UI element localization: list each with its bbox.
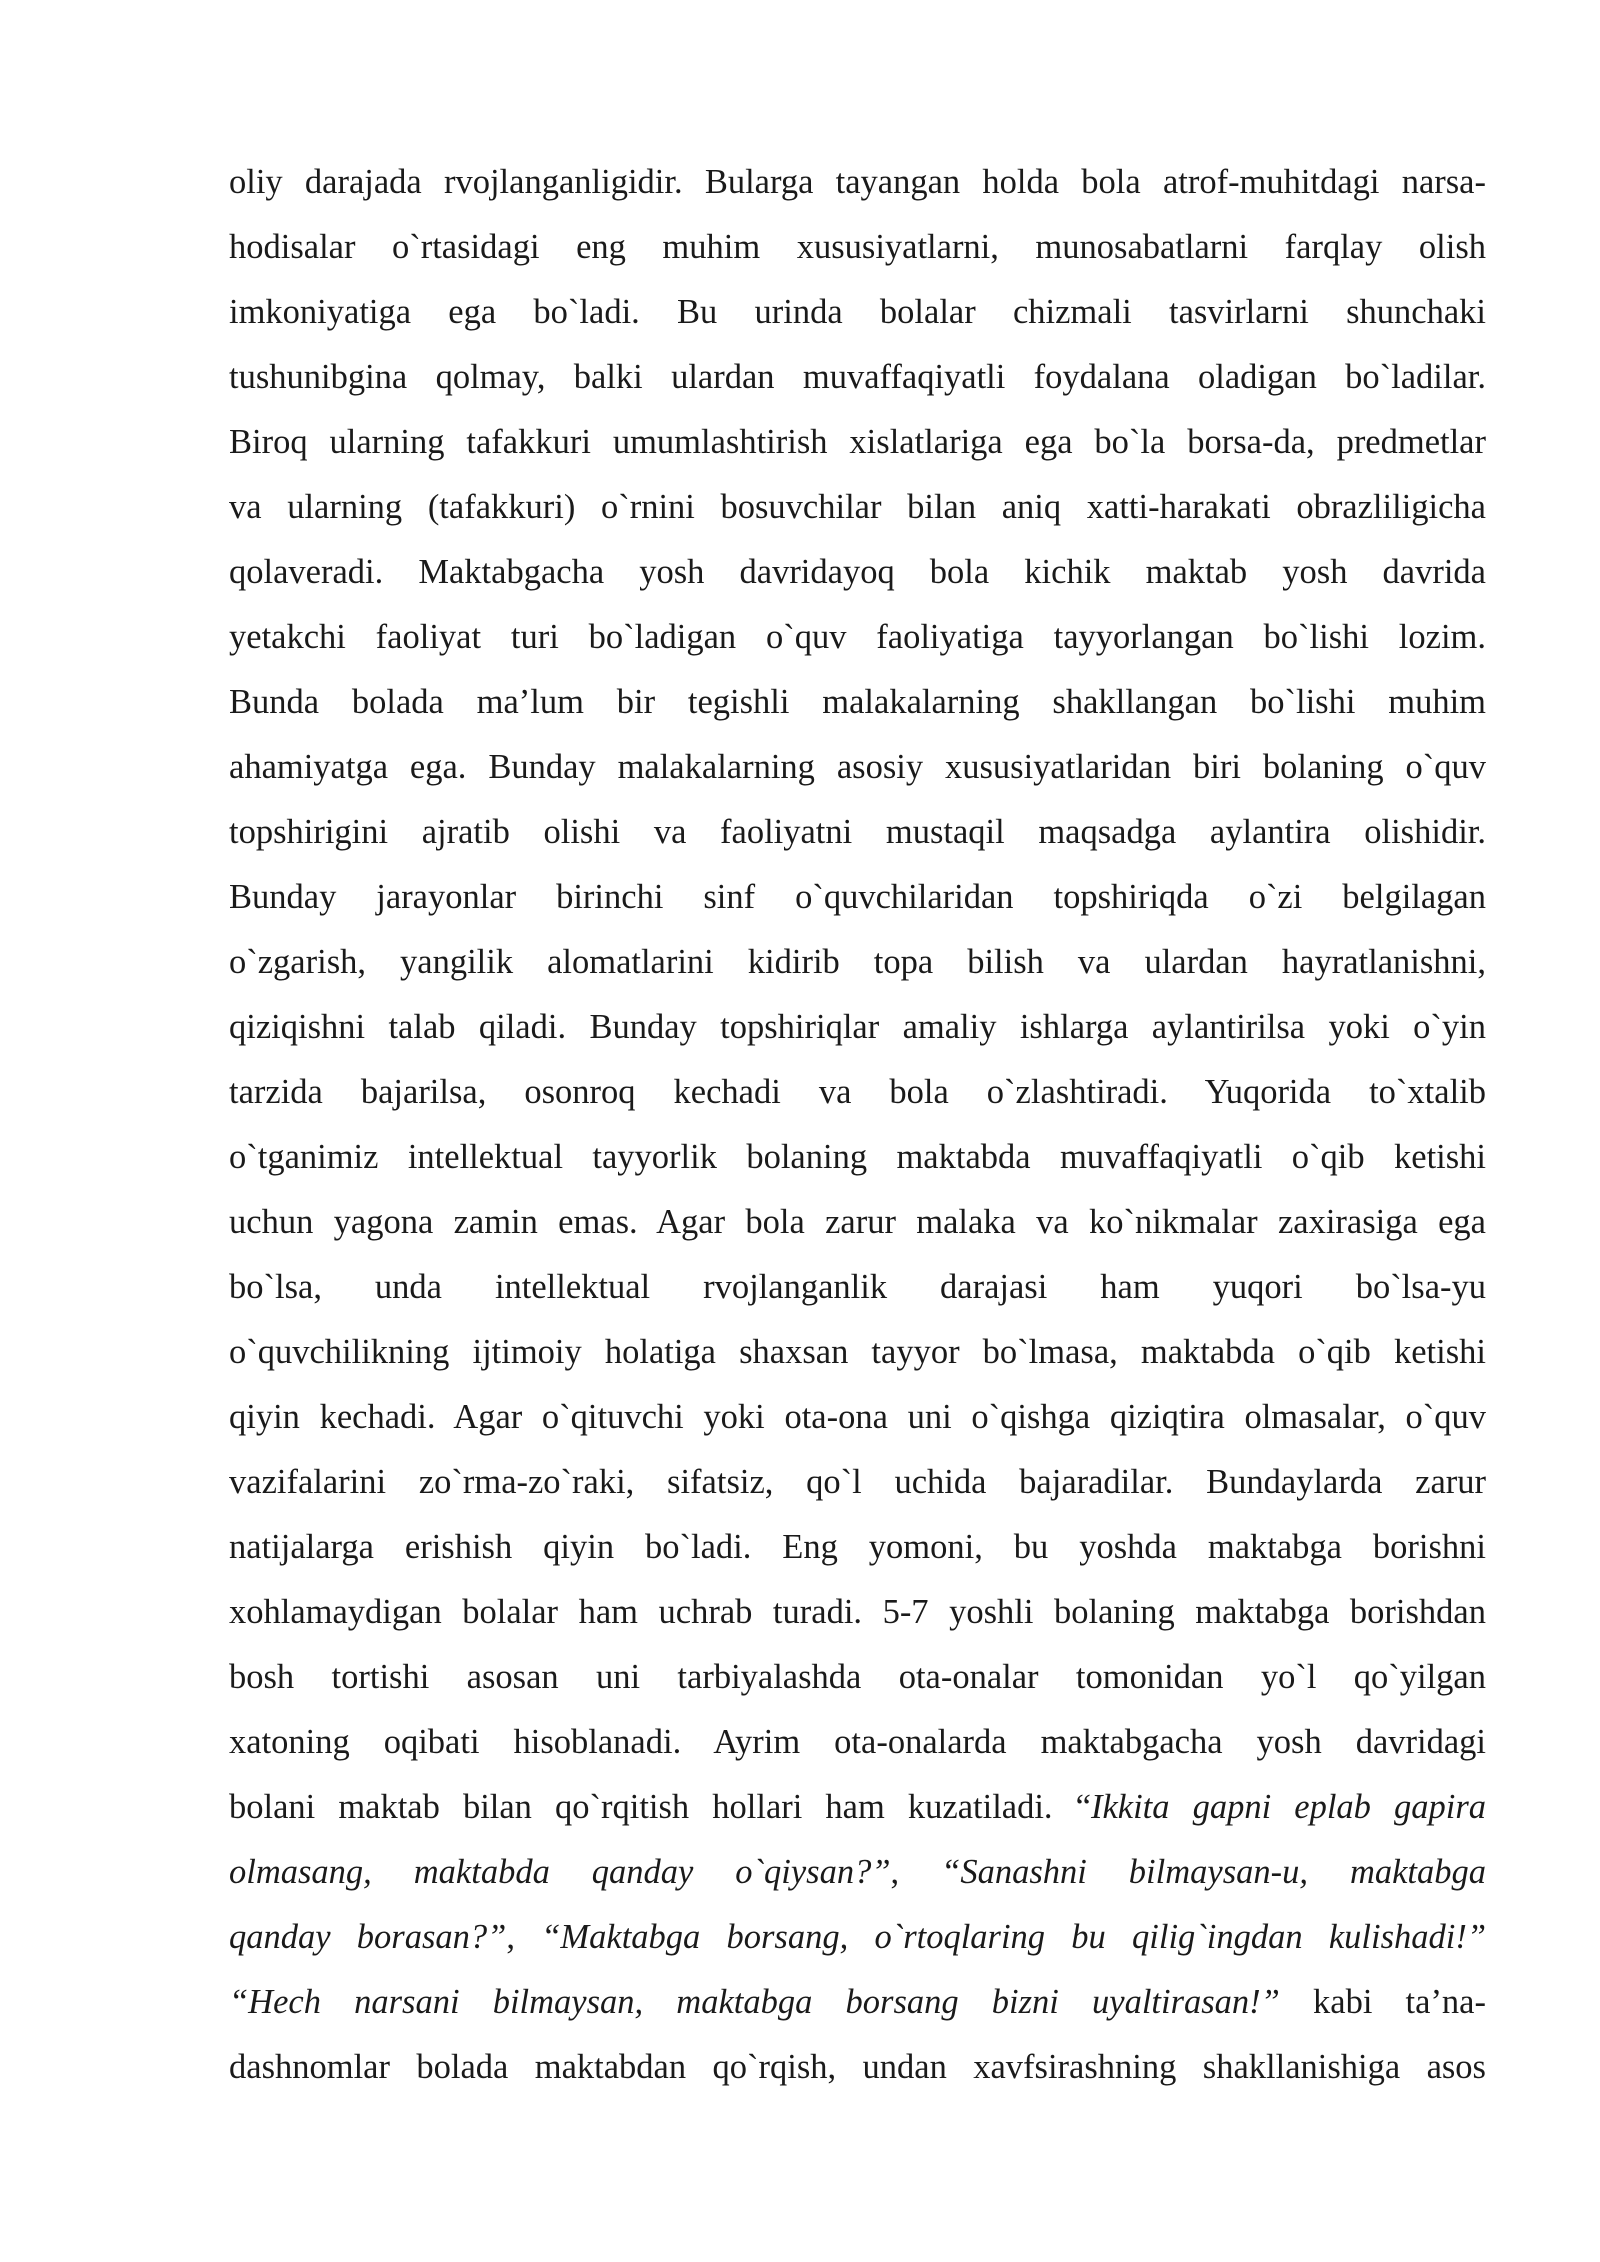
- text-segment: yetakchi faoliyat turi bo`ladigan o`quv faoliyatiga tayyorlangan bo`lishi lozim.: [229, 618, 1486, 656]
- text-line: [229, 1125, 1486, 1190]
- text-segment: o`zgarish, yangilik alomatlarini kidirib topa bilish va ulardan hayratlanishni,: [229, 943, 1486, 981]
- body-text: [229, 150, 1486, 2100]
- text-segment: tarzida bajarilsa, osonroq kechadi va bola o`zlashtiradi. Yuqorida to`xtalib: [229, 1073, 1486, 1111]
- text-line: [229, 1255, 1486, 1320]
- text-segment: dashnomlar bolada maktabdan qo`rqish, undan xavfsirashning shakllanishiga asos: [229, 2048, 1486, 2086]
- text-segment: Bunda bolada ma’lum bir tegishli malakalarning shakllangan bo`lishi muhim: [229, 683, 1486, 721]
- text-line: [229, 280, 1486, 345]
- text-segment: Biroq ularning tafakkuri umumlashtirish xislatlariga ega bo`la borsa-da, predmetlar: [229, 423, 1486, 461]
- text-line: [229, 735, 1486, 800]
- text-segment: oliy darajada rvojlanganligidir. Bularga tayangan holda bola atrof-muhitdagi narsa-: [229, 163, 1486, 201]
- italic-text-segment: Ikkita gapni eplab gapira: [1090, 1788, 1487, 1826]
- text-line: [229, 1905, 1486, 1970]
- text-segment: ,: [890, 1853, 942, 1891]
- text-line: [229, 865, 1486, 930]
- text-segment: bo`lsa, unda intellektual rvojlanganlik darajasi ham yuqori bo`lsa-yu: [229, 1268, 1486, 1306]
- text-line: [229, 410, 1486, 475]
- text-line: [229, 930, 1486, 995]
- text-segment: qolaveradi. Maktabgacha yosh davridayoq bola kichik maktab yosh davrida: [229, 553, 1486, 591]
- text-line: [229, 800, 1486, 865]
- text-segment: tushunibgina qolmay, balki ulardan muvaffaqiyatli foydalana oladigan bo`ladilar.: [229, 358, 1486, 396]
- text-segment: o`tganimiz intellektual tayyorlik bolaning maktabda muvaffaqiyatli o`qib ketishi: [229, 1138, 1486, 1176]
- text-segment: bosh tortishi asosan uni tarbiyalashda ota-onalar tomonidan yo`l qo`yilgan: [229, 1658, 1486, 1696]
- text-line: [229, 1450, 1486, 1515]
- italic-text-segment: olmasang, maktabda qanday o`qiysan?”: [229, 1853, 891, 1891]
- text-segment: qiyin kechadi. Agar o`qituvchi yoki ota-ona uni o`qishga qiziqtira olmasalar, o`quv: [229, 1398, 1486, 1436]
- text-segment: ,: [506, 1918, 542, 1956]
- text-line: [229, 215, 1486, 280]
- italic-text-segment: “Sanashni bilmaysan-u, maktabga: [941, 1853, 1487, 1891]
- text-line: [229, 1060, 1486, 1125]
- text-segment: o`quvchilikning ijtimoiy holatiga shaxsan tayyor bo`lmasa, maktabda o`qib ketishi: [229, 1333, 1486, 1371]
- text-segment: hodisalar o`rtasidagi eng muhim xususiyatlarni, munosabatlarni farqlay olish: [229, 228, 1486, 266]
- italic-text-segment: “Maktabga borsang, o`rtoqlaring bu qilig`ingdan kulishadi!”: [541, 1918, 1487, 1956]
- text-line: [229, 1840, 1486, 1905]
- italic-text-segment: qanday borasan?”: [229, 1918, 507, 1956]
- text-segment: xatoning oqibati hisoblanadi. Ayrim ota-onalarda maktabgacha yosh davridagi: [229, 1723, 1486, 1761]
- text-segment: vazifalarini zo`rma-zo`raki, sifatsiz, qo`l uchida bajaradilar. Bundaylarda zarur: [229, 1463, 1486, 1501]
- text-line: [229, 670, 1486, 735]
- text-segment: natijalarga erishish qiyin bo`ladi. Eng yomoni, bu yoshda maktabga borishni: [229, 1528, 1486, 1566]
- text-line: [229, 1320, 1486, 1385]
- text-segment: kabi ta’na-: [1279, 1983, 1486, 2021]
- text-segment: xohlamaydigan bolalar ham uchrab turadi. 5-7 yoshli bolaning maktabga borishdan: [229, 1593, 1486, 1631]
- text-segment: imkoniyatiga ega bo`ladi. Bu urinda bolalar chizmali tasvirlarni shunchaki: [229, 293, 1486, 331]
- text-line: [229, 1385, 1486, 1450]
- text-segment: uchun yagona zamin emas. Agar bola zarur malaka va ko`nikmalar zaxirasiga ega: [229, 1203, 1486, 1241]
- text-line: [229, 605, 1486, 670]
- text-segment: ahamiyatga ega. Bunday malakalarning asosiy xususiyatlaridan biri bolaning o`quv: [229, 748, 1486, 786]
- text-segment: Bunday jarayonlar birinchi sinf o`quvchilaridan topshiriqda o`zi belgilagan: [229, 878, 1486, 916]
- text-line: [229, 1645, 1486, 1710]
- text-line: [229, 345, 1486, 410]
- text-line: [229, 475, 1486, 540]
- text-line: [229, 1970, 1486, 2035]
- italic-text-segment: “Hech narsani bilmaysan, maktabga borsang bizni uyaltirasan!”: [229, 1983, 1280, 2021]
- text-line: [229, 995, 1486, 1060]
- text-segment: bolani maktab bilan qo`rqitish hollari ham kuzatiladi. “: [229, 1788, 1091, 1826]
- text-line: [229, 1710, 1486, 1775]
- text-line: [229, 1515, 1486, 1580]
- text-segment: topshirigini ajratib olishi va faoliyatni mustaqil maqsadga aylantira olishidir.: [229, 813, 1486, 851]
- text-line: [229, 2035, 1486, 2100]
- text-line: [229, 1190, 1486, 1255]
- text-segment: qiziqishni talab qiladi. Bunday topshiriqlar amaliy ishlarga aylantirilsa yoki o`yin: [229, 1008, 1486, 1046]
- text-segment: va ularning (tafakkuri) o`rnini bosuvchilar bilan aniq xatti-harakati obrazliligicha: [229, 488, 1486, 526]
- text-line: [229, 540, 1486, 605]
- text-line: [229, 1775, 1486, 1840]
- text-line: [229, 150, 1486, 215]
- text-line: [229, 1580, 1486, 1645]
